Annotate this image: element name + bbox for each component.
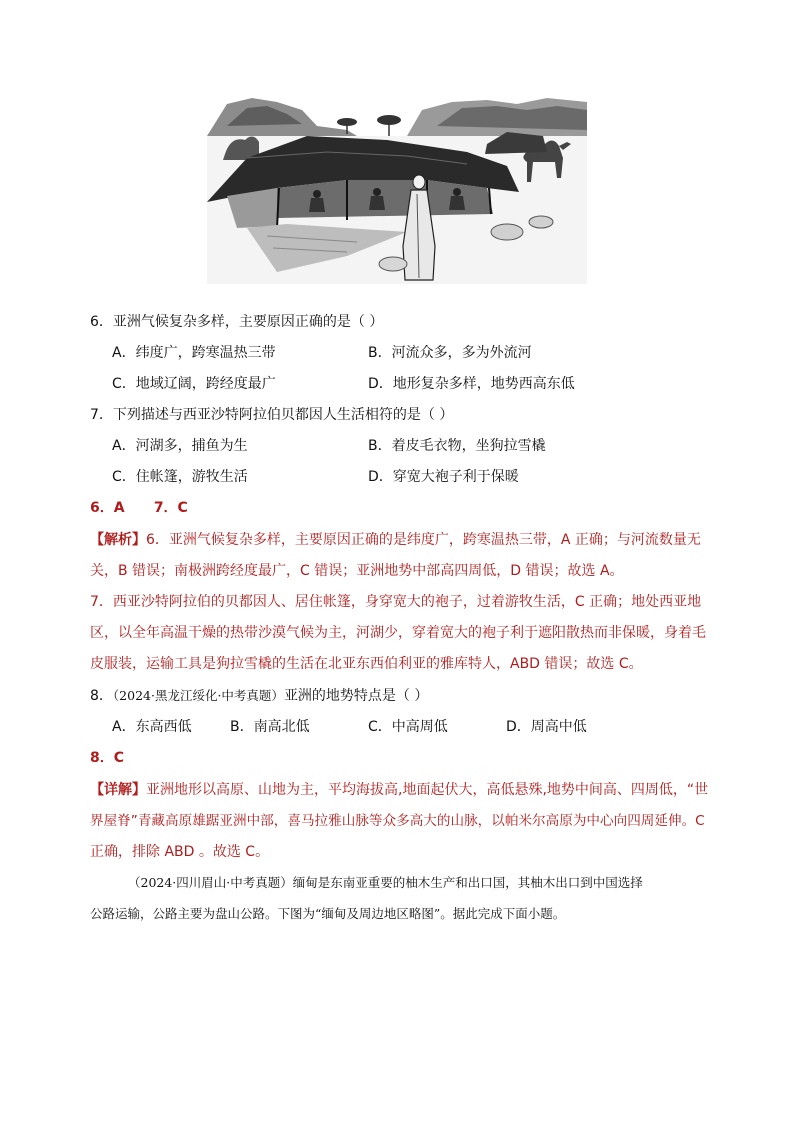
- q8-option-a: A．东高西低: [112, 719, 192, 735]
- explanation-7-line-1: 7．西亚沙特阿拉伯的贝都因人、居住帐篷，身穿宽大的袍子，过着游牧生活，C 正确；地处西亚地: [90, 594, 702, 610]
- explanation-8-line-3: 正确，排除 ABD 。故选 C。: [90, 844, 270, 860]
- explanation-6-text-1: 6．亚洲气候复杂多样，主要原因正确的是纬度广，跨寒温热三带，A 正确；与河流数量无: [146, 532, 701, 548]
- q6-option-c: C．地域辽阔，跨经度最广: [112, 376, 276, 392]
- q7-option-a: A．河湖多，捕鱼为生: [112, 438, 248, 454]
- q6-option-b: B．河流众多，多为外流河: [368, 345, 532, 361]
- answers-6-7: 6．A 7．C: [90, 500, 188, 516]
- intro-source: （2024·四川眉山·中考真题）: [128, 875, 293, 890]
- explanation-8-line-2: 界屋脊”青藏高原雄踞亚洲中部，喜马拉雅山脉等众多高大的山脉，以帕米尔高原为中心向四周延伸。C: [90, 813, 705, 829]
- explanation-6-line-2: 关，B 错误；南极洲跨经度最广，C 错误；亚洲地势中部高四周低，D 错误；故选 A。: [90, 563, 624, 579]
- explanation-7-line-2: 区，以全年高温干燥的热带沙漠气候为主，河湖少，穿着宽大的袍子利于遮阳散热而非保暖，身着毛: [90, 625, 706, 641]
- q7-option-c: C．住帐篷，游牧生活: [112, 469, 248, 485]
- q7-option-d: D．穿宽大袍子利于保暖: [368, 469, 519, 485]
- explanation-6-line-1: [90, 530, 701, 550]
- q8-option-d: D．周高中低: [506, 719, 587, 735]
- question-8-stem: [90, 686, 428, 706]
- explanation-tag: 【解析】: [90, 532, 146, 548]
- q8-number: 8．: [90, 688, 113, 704]
- explanation-7-line-3: 皮服装，运输工具是狗拉雪橇的生活在北亚东西伯利亚的雅库特人，ABD 错误；故选 C。: [90, 656, 643, 672]
- bedouin-tent-illustration: [207, 96, 587, 284]
- intro-text-1: 缅甸是东南亚重要的柚木生产和出口国，其柚木出口到中国选择: [292, 875, 643, 890]
- detail-tag: 【详解】: [90, 782, 146, 798]
- q8-option-b: B．南高北低: [230, 719, 310, 735]
- explanation-8-text-1: 亚洲地形以高原、山地为主，平均海拔高,地面起伏大，高低悬殊,地势中间高、四周低，“世: [146, 782, 709, 798]
- q7-option-b: B．着皮毛衣物，坐狗拉雪橇: [368, 438, 546, 454]
- q8-option-c: C．中高周低: [368, 719, 448, 735]
- intro-line-2: 公路运输，公路主要为盘山公路。下图为“缅甸及周边地区略图”。据此完成下面小题。: [90, 906, 566, 921]
- q8-text: 亚洲的地势特点是（ ）: [283, 688, 429, 704]
- q6-option-a: A．纬度广，跨寒温热三带: [112, 345, 276, 361]
- intro-line-1: [128, 873, 643, 893]
- question-6-stem: 6．亚洲气候复杂多样，主要原因正确的是（ ）: [90, 314, 384, 330]
- explanation-8-line-1: [90, 780, 708, 800]
- question-7-stem: 7．下列描述与西亚沙特阿拉伯贝都因人生活相符的是（ ）: [90, 407, 454, 423]
- q8-source: （2024·黑龙江绥化·中考真题）: [112, 688, 284, 703]
- answer-8: 8．C: [90, 750, 125, 766]
- q6-option-d: D．地形复杂多样，地势西高东低: [368, 376, 575, 392]
